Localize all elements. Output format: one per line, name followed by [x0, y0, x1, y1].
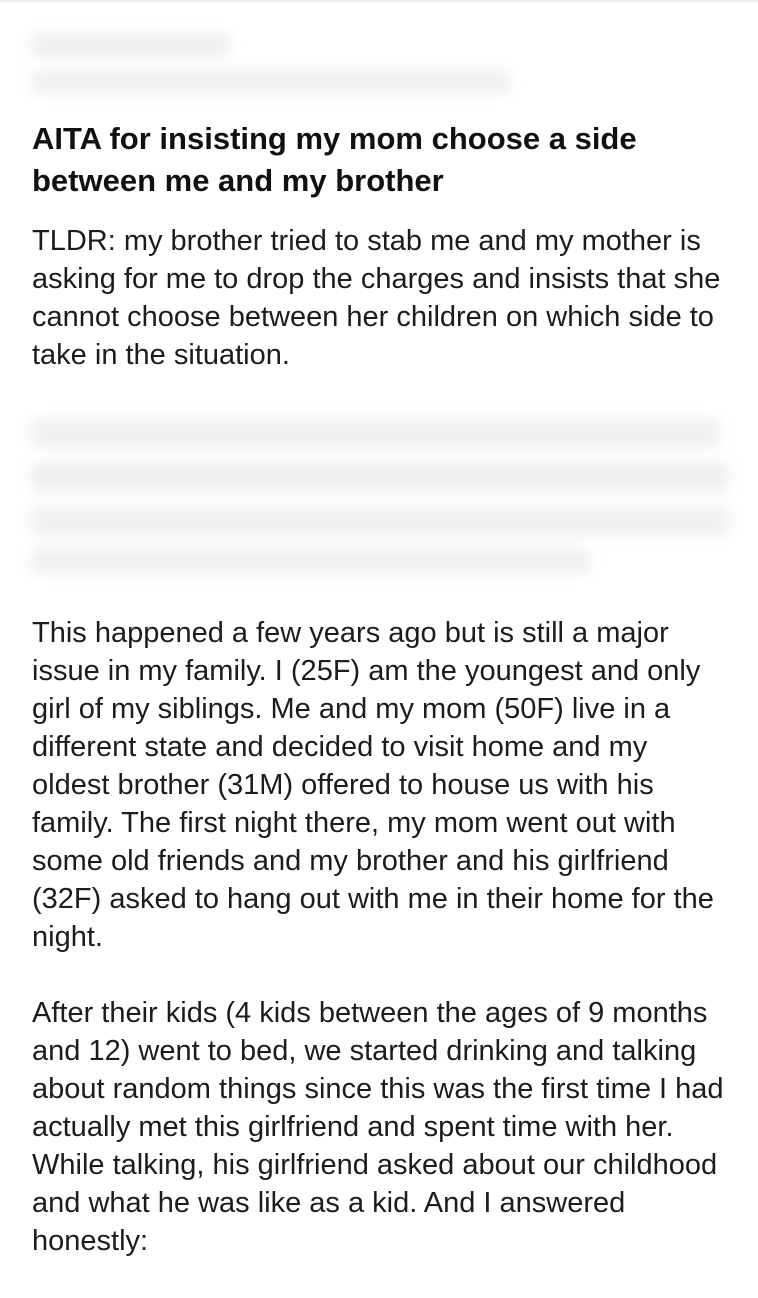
redacted-block	[30, 418, 720, 448]
redacted-block	[30, 506, 730, 536]
post-tldr: TLDR: my brother tried to stab me and my mother is asking for me to drop the charges and insists that she cannot choose between her children on which side to take in the situation.	[32, 225, 721, 371]
post-title: AITA for insisting my mom choose a side between me and my brother	[32, 121, 637, 198]
redacted-block	[30, 548, 590, 574]
redacted-header	[30, 32, 230, 58]
top-edge-shadow	[0, 0, 758, 3]
redacted-subheader	[30, 70, 510, 94]
post-paragraph: After their kids (4 kids between the ages of 9 months and 12) went to bed, we started drinking and talking about random things since this was the first time I had actually met this girlfriend and spent time with her. While talking, his girlfriend asked about our childhood and what he was like as a kid. And I answered honestly:	[32, 997, 724, 1257]
post-paragraph: This happened a few years ago but is still a major issue in my family. I (25F) am the youngest and only girl of my siblings. Me and my mom (50F) live in a different state and decided to visit home and my oldest brother (31M) offered to house us with his family. The first night there, my mom went out with some old friends and my brother and his girlfriend (32F) asked to hang out with me in their home for the night.	[32, 617, 714, 953]
redacted-block	[30, 462, 730, 492]
post	[32, 118, 732, 374]
post-body	[32, 614, 732, 1298]
